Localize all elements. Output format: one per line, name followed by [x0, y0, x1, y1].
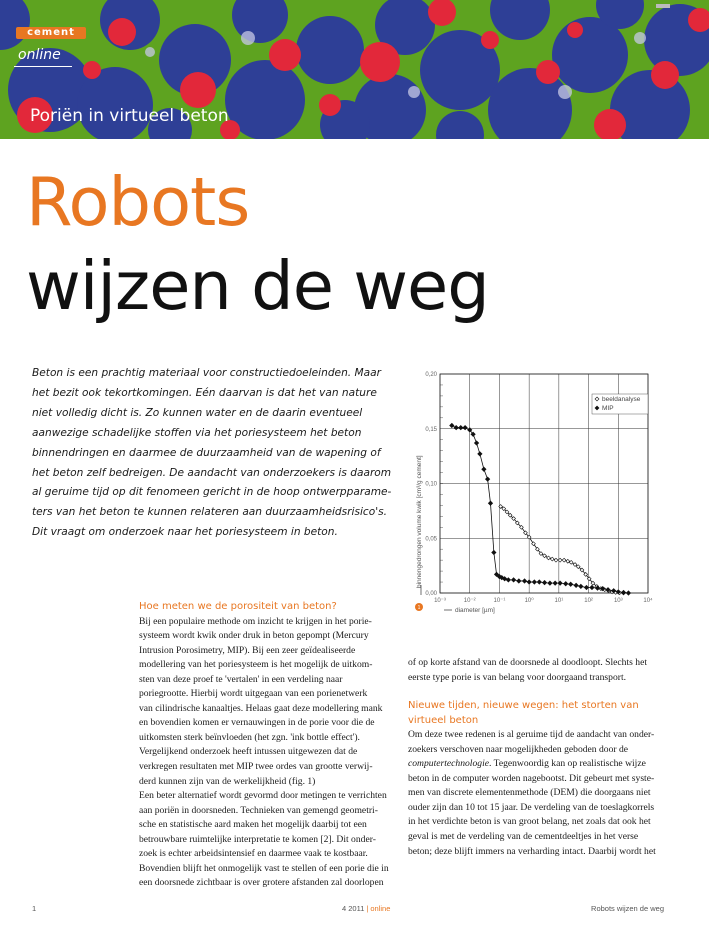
x-axis-title: diameter [µm]	[455, 607, 495, 614]
intro-line: het beton zelf bedreigen. De aandacht van onderzoekers is daarom	[32, 466, 392, 479]
intro-line: Beton is een prachtig materiaal voor constructiedoeleinden. Maar	[32, 367, 381, 379]
x-tick-label: 10⁴	[643, 598, 653, 604]
data-point-beeldanalyse	[550, 557, 554, 561]
body-line: derd kunnen zijn van de werkelijkheid (fig. 1)	[139, 775, 316, 787]
body-column-right	[408, 656, 670, 859]
data-point-mip	[590, 585, 594, 589]
data-point-mip	[522, 579, 526, 583]
body-line: sche en statistische aard maken het mogelijk daarbij tot een	[139, 819, 367, 831]
series-line-mip	[452, 425, 629, 593]
corner-mark-icon	[656, 4, 670, 8]
x-tick-label: 10³	[613, 598, 623, 604]
body-line: geval is met de verdeling van de cementdeeltjes in het verse	[408, 831, 639, 843]
cement-logo[interactable]	[16, 27, 86, 39]
data-point-mip	[553, 581, 557, 585]
intro-paragraph	[32, 364, 392, 543]
data-point-mip	[454, 425, 458, 429]
y-tick-label: 0,10	[425, 481, 437, 488]
data-point-mip	[463, 425, 467, 429]
online-label: online	[18, 47, 61, 63]
italic-term: computertechnologie	[408, 758, 489, 770]
body-line: sten van deze proef te 'vertalen' in een verdeling naar	[139, 673, 343, 685]
body-line: Intrusion Porosimetry, MIP). Bij een zeer geïdealiseerde	[139, 644, 356, 656]
section-title: Poriën in virtueel beton	[30, 106, 229, 126]
data-point-mip	[568, 582, 572, 586]
data-point-mip	[584, 585, 588, 589]
intro-line: niet volledig dicht is. Zo kunnen water en de daarin eventueel	[32, 406, 363, 419]
data-point-mip	[485, 477, 489, 481]
body-column-left	[139, 600, 401, 891]
legend-entry: beeldanalyse	[602, 396, 641, 403]
data-point-mip	[517, 579, 521, 583]
body-line: Vergelijkend onderzoek heeft intussen uitgewezen dat de	[139, 746, 358, 758]
body-line: betrouwbare ruimtelijke interpretatie te komen [2]. Dit onder-	[139, 833, 376, 845]
footer-online: online	[370, 904, 391, 913]
body-line: zoek is echter arbeidsintensief en daarmee vaak te kostbaar.	[139, 848, 368, 860]
body-line: eerste type porie is van belang voor doorgaand transport.	[408, 671, 627, 683]
body-line	[408, 757, 670, 772]
body-line: van cilindrische kanaaltjes. Helaas gaat deze modellering mank	[139, 702, 383, 714]
body-line: men van discrete elementenmethode (DEM) die doorgaans niet	[408, 787, 651, 799]
body-line: beton in de computer worden nagebootst. Dit gebeurt met syste-	[408, 772, 655, 784]
data-point-mip	[492, 550, 496, 554]
body-line-rest: . Tegenwoordig kan op realistische wijze	[489, 758, 646, 770]
body-line: of op korte afstand van de doorsnede al doodloopt. Slechts het	[408, 657, 647, 668]
intro-line: aanwezige schadelijke stoffen via het poriesysteem het beton	[32, 426, 362, 439]
data-point-mip	[511, 578, 515, 582]
body-line: een doorsnede zichtbaar is over grotere afstanden zal doorlopen	[139, 877, 384, 889]
section-heading-virtual-concrete: Nieuwe tijden, nieuwe wegen: het storten van	[408, 700, 639, 712]
data-point-mip	[574, 583, 578, 587]
x-tick-label: 10⁻²	[463, 598, 476, 604]
body-line: verkregen resultaten met MIP twee ordes van grootte verwij-	[139, 761, 373, 773]
data-point-beeldanalyse	[547, 556, 551, 560]
data-point-mip	[548, 581, 552, 585]
online-underline	[14, 66, 72, 67]
figure-pore-distribution	[408, 364, 670, 620]
footer-separator: |	[366, 904, 369, 913]
body-line: Bij een populaire methode om inzicht te krijgen in het porie-	[139, 615, 372, 627]
data-point-mip	[474, 441, 478, 445]
paragraph-gap	[408, 685, 670, 699]
body-line: in het verdichte beton is van groot belang, net zoals dat ook het	[408, 816, 651, 828]
figure-number: 1	[417, 605, 421, 611]
intro-line: ters van het beton te kunnen relateren aan duurzaamheidsrisico's.	[32, 506, 388, 519]
y-tick-label: 0,15	[425, 426, 437, 433]
intro-line: al geruime tijd op dit fenomeen gericht in de hoop ontwerpparame-	[32, 486, 392, 499]
data-point-mip	[621, 590, 625, 594]
page-number: 1	[32, 904, 37, 913]
data-point-mip	[488, 501, 492, 505]
data-point-beeldanalyse	[543, 554, 547, 558]
data-point-mip	[542, 580, 546, 584]
legend-entry: MIP	[602, 405, 614, 412]
x-tick-label: 10¹	[554, 598, 564, 604]
issue-label	[342, 904, 390, 913]
y-tick-label: 0,00	[425, 591, 437, 597]
body-line: en bovendien komen er vernauwingen in de porie voor die de	[139, 717, 375, 729]
body-line: Bovendien blijft het onmogelijk vast te stellen of een porie die in	[139, 862, 389, 874]
data-point-beeldanalyse	[554, 558, 558, 562]
x-tick-label: 10²	[584, 598, 593, 604]
body-line: Om deze twee redenen is al geruime tijd de aandacht van onder-	[408, 729, 655, 741]
pore-distribution-chart	[408, 364, 670, 620]
body-line: beton; deze blijft immers na verharding intact. Daarbij wordt het	[408, 845, 656, 857]
y-tick-label: 0,20	[425, 372, 437, 378]
data-point-mip	[527, 580, 531, 584]
data-point-mip	[482, 467, 486, 471]
data-point-mip	[532, 580, 536, 584]
body-line: zoekers verschoven naar mogelijkheden geboden door de	[408, 743, 629, 755]
body-line: modellering van het poriesysteem is het mogelijk de uitkom-	[139, 659, 373, 671]
body-line: uitkomsten sterk beïnvloeden (het zgn. 'ink bottle effect').	[139, 731, 360, 743]
body-line: systeem wordt kwik onder druk in beton gepompt (Mercury	[139, 630, 369, 642]
data-point-mip	[459, 425, 463, 429]
cement-logo-text: cement	[27, 27, 75, 38]
data-point-mip	[579, 584, 583, 588]
body-line: aan poriën in doorsneden. Technieken van gemengd geometri-	[139, 804, 378, 816]
y-axis-title: binnengedrongen volume kwik [cm³/g cement]	[416, 455, 423, 588]
running-title: Robots wijzen de weg	[591, 904, 664, 913]
x-tick-label: 10⁻¹	[493, 598, 506, 604]
x-tick-label: 10⁰	[524, 598, 534, 604]
page-footer	[0, 904, 709, 918]
y-tick-label: 0,05	[425, 536, 437, 543]
data-point-beeldanalyse	[562, 558, 566, 562]
section-heading-virtual-concrete-cont: virtueel beton	[408, 714, 479, 726]
data-point-mip	[558, 581, 562, 585]
x-tick-label: 10⁻³	[434, 598, 446, 604]
issue-number: 4 2011	[342, 904, 365, 913]
headline-line-2: wijzen de weg	[26, 247, 489, 325]
body-line: Een beter alternatief wordt gevormd door metingen te verrichten	[139, 790, 387, 802]
intro-line: binnendringen en daarmee de duurzaamheid van de wapening of	[32, 446, 381, 459]
headline-line-1: Robots	[26, 163, 250, 241]
data-point-mip	[626, 591, 630, 595]
data-point-mip	[450, 423, 454, 427]
data-point-mip	[478, 452, 482, 456]
section-heading-porosity: Hoe meten we de porositeit van beton?	[139, 601, 337, 612]
intro-line: Dit vraagt om onderzoek naar het poriesysteem in beton.	[32, 526, 338, 539]
intro-line: het bezit ook tekortkomingen. Eén daarvan is dat het van nature	[32, 386, 377, 399]
header-banner	[0, 0, 709, 139]
body-line: poriegrootte. Hierbij wordt uitgegaan van een porienetwerk	[139, 688, 368, 700]
body-line: ouder zijn dan 10 tot 15 jaar. De verdeling van de toeslagkorrels	[408, 801, 655, 813]
data-point-mip	[564, 581, 568, 585]
data-point-mip	[537, 580, 541, 584]
